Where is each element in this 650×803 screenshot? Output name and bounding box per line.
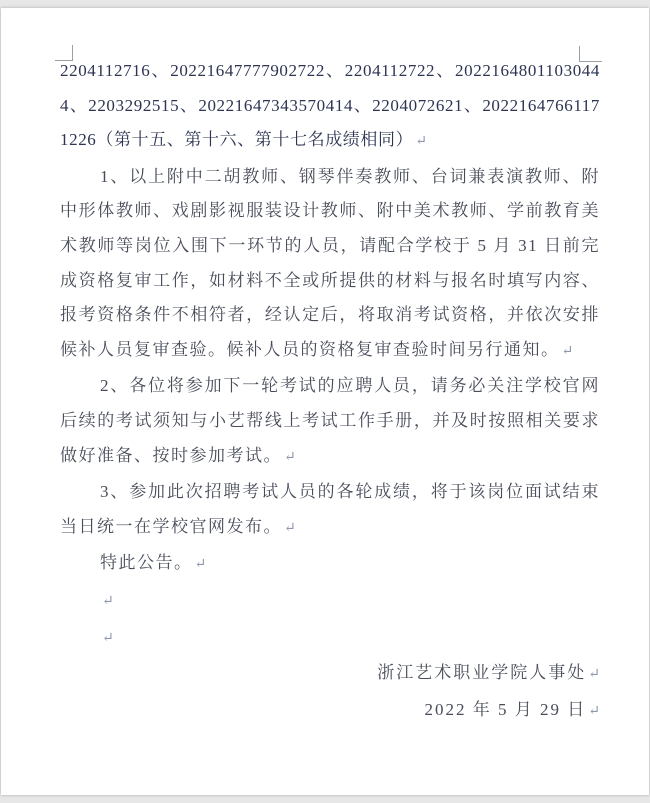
paragraph [60,693,600,730]
paragraph-mark-icon: ↵ [588,703,600,719]
paragraph-text: 2022 年 5 月 29 日 [424,699,587,719]
paragraph-mark-icon: ↵ [102,630,114,646]
empty-paragraph [60,620,600,657]
paragraph [60,54,600,160]
paragraph-mark-icon: ↵ [284,520,296,536]
paragraph-mark-icon: ↵ [415,134,427,150]
paragraph-mark-icon: ↵ [284,449,296,465]
paragraph [60,656,600,693]
empty-paragraph [60,583,600,620]
paragraph [60,369,600,475]
paragraph-mark-icon: ↵ [102,593,114,609]
paragraph [60,475,600,546]
paragraph-mark-icon: ↵ [194,557,207,573]
paragraph-mark-icon: ↵ [561,343,574,359]
paragraph-mark-icon: ↵ [588,667,600,683]
paragraph [60,160,600,370]
paragraph-text: 1、以上附中二胡教师、钢琴伴奏教师、台词兼表演教师、附中形体教师、戏剧影视服装设计教师、附中美术教师、学前教育美术教师等岗位入围下一环节的人员，请配合学校于 5 月 31 日前完成资格复审工作，如材料不全或所提供的材料与报名时填写内容、报考资格条件不相符者，经认定后，将取消考试资格，并依次安排候补人员复审查验。候补人员的资格复审查验时间另行通知。 [60,166,600,359]
document-body [60,54,600,729]
paragraph [60,546,600,583]
paragraph-text: 特此公告。 [100,553,193,573]
paragraph-text: 浙江艺术职业学院人事处 [377,663,587,683]
paragraph-text: 2、各位将参加下一轮考试的应聘人员，请务必关注学校官网后续的考试须知与小艺帮线上考试工作手册，并及时按照相关要求做好准备、按时参加考试。 [60,376,600,465]
paragraph-text: 3、参加此次招聘考试人员的各轮成绩，将于该岗位面试结束当日统一在学校官网发布。 [60,482,600,536]
paragraph-text: 2204112716、20221647777902722、2204112722、20221648011030444、2203292515、20221647343570414、2204072621、20221647661171226（第十五、第十六、第十七名成绩相同） [60,61,600,150]
document-page [1,8,649,795]
